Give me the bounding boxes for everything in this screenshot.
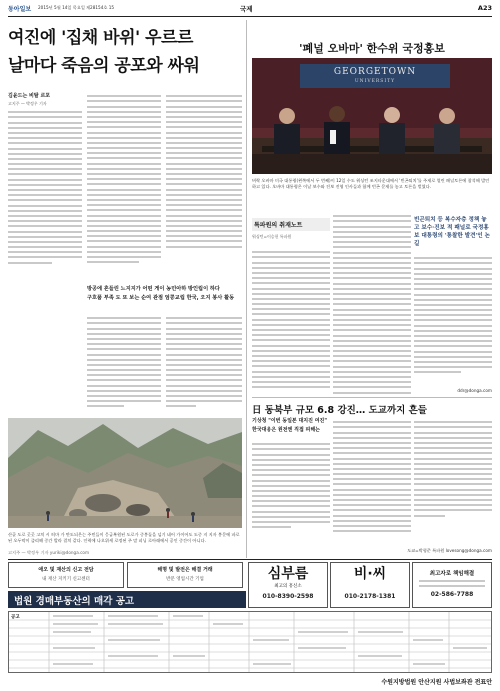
column-pull-quote: 빈곤퇴치 등 복수자층 정책 놓고 보수·진보 적 패널로 국정홍보 대통령의 '통찰한 발견'인 논길 — [414, 217, 491, 247]
masthead-rule — [8, 16, 492, 17]
backdrop-text-1: GEORGETOWN — [333, 67, 417, 77]
column-title-box — [252, 218, 330, 240]
right-section-divider — [252, 397, 492, 398]
small-ad-2-title: 해명 및 발전은 해결 거래 — [157, 567, 213, 573]
lead-byline-sub: 고지주 — 박정우 기자 — [8, 101, 47, 106]
masthead — [8, 4, 492, 16]
lead-column-4 — [87, 314, 161, 411]
lead-byline-block — [8, 92, 82, 107]
feature-headline: '폐널 오바마' 한수위 국정홍보 — [299, 42, 445, 55]
big-ad-2-phone: 010-2178-1381 — [344, 593, 396, 600]
auction-tag: 공고 — [11, 615, 20, 620]
small-ad-1 — [8, 562, 124, 588]
column-text-3 — [414, 254, 492, 377]
lead-headline-line1: 여진에 '집채 바위' 우르르 — [8, 28, 193, 48]
small-ad-2 — [127, 562, 243, 588]
issue-number: 제28154호 15 — [86, 5, 115, 10]
lead-column-5 — [166, 314, 242, 411]
small-ad-1-body: 내 재산 지키기 신고센터 — [42, 577, 90, 582]
lead-subhead-box — [87, 286, 242, 302]
quake-subhead-1: 기상청 "이번 동일본 대지진 여진" — [252, 418, 327, 424]
feature-caption: 버락 오바마 미국 대통령(왼쪽에서 두 번째)이 12일 수도 워싱턴 조지타운대에서 '빈곤퇴치'를 주제로 열린 패널토론에 참석해 발언하고 있다. 오바마 대통령은 이날 보수와 진보 진영 인사들과 함께 빈곤 문제를 놓고 토론을 벌였다. — [252, 178, 490, 189]
quake-subhead-2: 한국대응은 원전엔 직접 피해는 — [252, 427, 321, 433]
column-title: 특파원의 취재노트 — [252, 218, 330, 231]
auction-grid — [9, 612, 492, 673]
column-byline: 워싱턴=이승헌 특파원 — [252, 234, 292, 239]
lead-photo-caption: 산골 도로 곳곳 고치 시 히마 가 만도되은는 주민들이 응급복원된 도로가 중봉돌을 넘기 네어 가이어도 도중 지 지자 봉문에 파로된 오두막이 즐리해 중간 발라 결치 같다. 인력에 나오위세 로정된 주 말 피닝 로아래에서 공인 중간이 아니다. — [8, 532, 240, 543]
lead-photo — [8, 418, 242, 528]
backdrop-text-2: UNIVERSITY — [354, 79, 396, 84]
big-ad-1-phone: 010-8390-2598 — [262, 593, 314, 600]
quake-headline: 日 동북부 규모 6.8 강진… 도교까지 흔들 — [252, 405, 427, 416]
feature-photo — [252, 58, 492, 174]
date-line: 2015년 5월 14일 목요일 — [38, 5, 85, 10]
ad-strip-rule — [8, 559, 492, 560]
lead-byline: 김윤드는 비탈 르포 — [8, 93, 51, 99]
big-ad-1 — [248, 562, 328, 608]
center-divider — [246, 20, 247, 558]
auction-title-bar — [8, 591, 246, 608]
lead-column-1 — [8, 108, 82, 267]
page-number: A23 — [477, 4, 492, 12]
quake-byline: 도쿄=박형준 특파원 lovesong@donga.com — [407, 548, 492, 553]
lead-headline-line2: 날마다 죽음의 공포와 싸워 — [8, 56, 200, 76]
big-ad-3-phone: 02-586-7788 — [430, 590, 474, 598]
section-name: 국제 — [240, 5, 253, 13]
column-text-1 — [252, 248, 330, 391]
big-ad-3-lines — [413, 580, 491, 587]
small-ad-1-title: 애오 및 재산의 신고 전담 — [38, 567, 94, 573]
auction-title: 법원 경매부동산의 매각 공고 — [14, 596, 135, 607]
big-ad-2 — [330, 562, 410, 608]
big-ad-3 — [412, 562, 492, 608]
auction-footer: 수원지방법원 안산지원 사법보좌관 전표안 — [381, 679, 492, 686]
big-ad-2-title: 비·씨 — [353, 566, 387, 582]
lead-subhead: 방공에 흔들린 느지지가 어떤 게이 농민아하 방인립이 하다 — [87, 286, 220, 292]
quake-column-2 — [333, 418, 411, 535]
big-ad-1-title: 심부름 — [267, 566, 309, 582]
quake-subhead-box — [252, 418, 330, 434]
lead-column-3 — [166, 92, 242, 251]
lead-column-2 — [87, 92, 161, 266]
lead-subhead2: 구호품 부족 도 또 보는 순여 관점 엄콩교립 한국, 오지 봉사 활동 — [87, 295, 235, 301]
panel-people-illustration — [252, 58, 492, 174]
quake-column-3 — [414, 418, 492, 520]
lead-headline — [8, 28, 242, 77]
lead-photo-credit: 고지주 — 박정우 기자 yuriki@donga.com — [8, 550, 90, 555]
small-ad-2-body: 반문 영업시간 기업 — [166, 577, 204, 582]
mountain-landslide-photo — [8, 418, 242, 528]
column-text-2 — [333, 212, 411, 397]
big-ad-3-title: 최고자로 책임해결 — [429, 571, 475, 577]
auction-table — [8, 611, 492, 673]
paper-name: 동아일보 — [8, 6, 32, 13]
column-email: ddr@donga.com — [457, 388, 492, 393]
big-ad-1-sub: 최고의 흥신소 — [274, 584, 302, 589]
quake-column-1 — [252, 440, 330, 531]
